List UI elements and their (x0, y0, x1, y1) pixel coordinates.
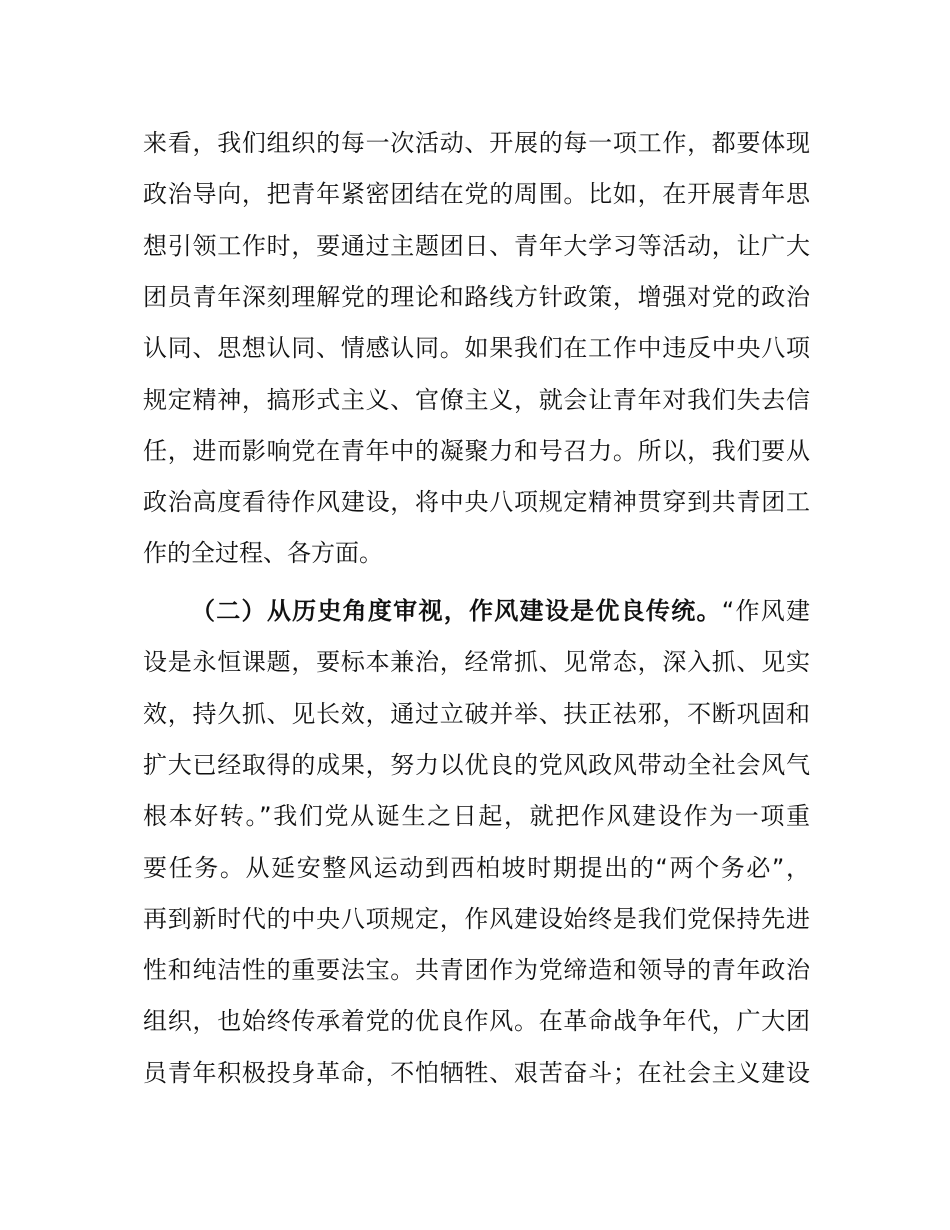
text-line: 想引领工作时，要通过主题团日、青年大学习等活动，让广大 (143, 231, 810, 260)
text-line: 设是永恒课题，要标本兼治，经常抓、见常态，深入抓、见实 (143, 648, 810, 677)
text-line: 规定精神，搞形式主义、官僚主义，就会让青年对我们失去信 (143, 385, 810, 414)
text-line: 扩大已经取得的成果，努力以优良的党风政风带动全社会风气 (143, 750, 810, 779)
text-line: 团员青年深刻理解党的理论和路线方针政策，增强对党的政治 (143, 282, 810, 311)
text-line: 性和纯洁性的重要法宝。共青团作为党缔造和领导的青年政治 (143, 956, 810, 985)
text-line: 作的全过程、各方面。 (143, 539, 383, 568)
section-heading: （二）从历史角度审视，作风建设是优良传统。 (191, 597, 722, 625)
text-line: 要任务。从延安整风运动到西柏坡时期提出的“两个务必”， (143, 853, 810, 882)
text-line: 再到新时代的中央八项规定，作风建设始终是我们党保持先进 (143, 904, 810, 933)
quote-start: “作风建 (721, 597, 811, 625)
text-line: 政治高度看待作风建设，将中央八项规定精神贯穿到共青团工 (143, 488, 810, 517)
paragraph-2-first-line (191, 594, 810, 628)
text-line: 认同、思想认同、情感认同。如果我们在工作中违反中央八项 (143, 334, 810, 363)
text-line: 任，进而影响党在青年中的凝聚力和号召力。所以，我们要从 (143, 436, 810, 465)
text-line: 员青年积极投身革命，不怕牺牲、艰苦奋斗；在社会主义建设 (143, 1058, 810, 1087)
text-line: 根本好转。”我们党从诞生之日起，就把作风建设作为一项重 (143, 802, 810, 831)
text-line: 来看，我们组织的每一次活动、开展的每一项工作，都要体现 (143, 129, 810, 157)
text-line: 效，持久抓、见长效，通过立破并举、扶正祛邪，不断巩固和 (143, 699, 810, 728)
text-line: 政治导向，把青年紧密团结在党的周围。比如，在开展青年思 (143, 180, 810, 209)
text-line: 组织，也始终传承着党的优良作风。在革命战争年代，广大团 (143, 1007, 810, 1036)
